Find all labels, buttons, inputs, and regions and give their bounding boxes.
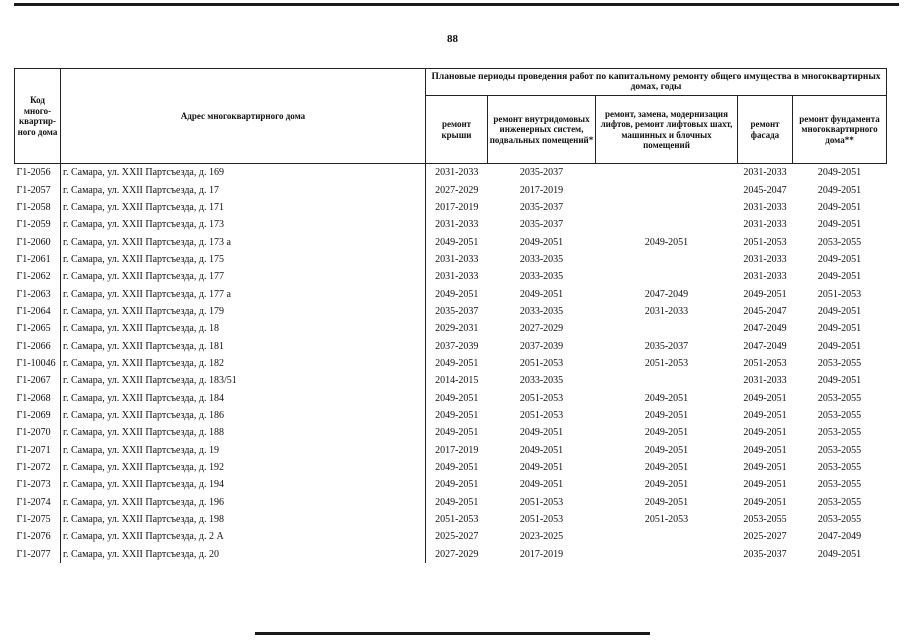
table-row xyxy=(15,268,887,285)
table-row xyxy=(15,355,887,372)
cell-systems: 2049-2051 xyxy=(519,288,564,300)
cell-systems: 2051-2053 xyxy=(519,409,564,421)
cell-elevators: 2031-2033 xyxy=(644,305,689,317)
cell-code: Г1-2076 xyxy=(15,528,61,545)
cell-code: Г1-2069 xyxy=(15,407,61,424)
cell-roof: 2031-2033 xyxy=(426,164,488,182)
table-row xyxy=(15,285,887,302)
cell-roof: 2025-2027 xyxy=(426,528,488,545)
cell-facade: 2049-2051 xyxy=(743,427,787,439)
cell-facade: 2049-2051 xyxy=(743,288,787,300)
cell-elevators xyxy=(596,199,738,216)
table-row xyxy=(15,181,887,198)
cell-facade: 2047-2049 xyxy=(743,323,787,335)
cell-address: г. Самара, ул. XXII Партсъезда, д. 194 xyxy=(63,479,224,491)
cell-roof: 2027-2029 xyxy=(426,546,488,563)
cell-systems: 2035-2037 xyxy=(519,219,564,231)
cell-systems: 2035-2037 xyxy=(519,201,564,213)
table-row xyxy=(15,459,887,476)
cell-foundation: 2053-2055 xyxy=(817,427,862,439)
cell-systems: 2033-2035 xyxy=(519,253,564,265)
cell-foundation: 2049-2051 xyxy=(817,305,862,317)
table-row xyxy=(15,216,887,233)
table-row xyxy=(15,424,887,441)
cell-facade: 2049-2051 xyxy=(743,479,787,491)
cell-elevators: 2047-2049 xyxy=(644,288,689,300)
cell-code: Г1-2071 xyxy=(15,442,61,459)
cell-address: г. Самара, ул. XXII Партсъезда, д. 171 xyxy=(63,201,224,213)
cell-address: г. Самара, ул. XXII Партсъезда, д. 177 xyxy=(63,271,224,283)
cell-roof: 2017-2019 xyxy=(426,199,488,216)
cell-address: г. Самара, ул. XXII Партсъезда, д. 20 xyxy=(63,548,219,560)
cell-code: Г1-2077 xyxy=(15,546,61,563)
cell-roof: 2049-2051 xyxy=(426,476,488,493)
cell-address: г. Самара, ул. XXII Партсъезда, д. 2 А xyxy=(63,531,224,543)
cell-elevators: 2049-2051 xyxy=(644,236,689,248)
cell-facade: 2031-2033 xyxy=(743,201,787,213)
cell-foundation: 2049-2051 xyxy=(817,201,862,213)
cell-roof: 2037-2039 xyxy=(426,337,488,354)
cell-elevators: 2049-2051 xyxy=(644,409,689,421)
page-number: 88 xyxy=(447,33,458,45)
cell-foundation: 2053-2055 xyxy=(817,479,862,491)
cell-elevators xyxy=(596,216,738,233)
cell-foundation: 2053-2055 xyxy=(817,496,862,508)
cell-elevators: 2049-2051 xyxy=(644,462,689,474)
cell-facade: 2035-2037 xyxy=(743,548,787,560)
table-row xyxy=(15,476,887,493)
cell-foundation: 2053-2055 xyxy=(817,444,862,456)
cell-foundation: 2049-2051 xyxy=(817,184,862,196)
cell-facade: 2025-2027 xyxy=(743,531,787,543)
cell-elevators xyxy=(596,320,738,337)
cell-elevators xyxy=(596,546,738,563)
bottom-rule xyxy=(255,632,650,635)
cell-roof: 2027-2029 xyxy=(426,181,488,198)
cell-systems: 2027-2029 xyxy=(519,323,564,335)
cell-foundation: 2049-2051 xyxy=(817,271,862,283)
cell-facade: 2047-2049 xyxy=(743,340,787,352)
cell-address: г. Самара, ул. XXII Партсъезда, д. 17 xyxy=(63,184,219,196)
cell-roof: 2049-2051 xyxy=(426,494,488,511)
cell-roof: 2049-2051 xyxy=(426,459,488,476)
cell-foundation: 2047-2049 xyxy=(817,531,862,543)
cell-foundation: 2053-2055 xyxy=(817,409,862,421)
cell-code: Г1-2058 xyxy=(15,199,61,216)
cell-roof: 2051-2053 xyxy=(426,511,488,528)
header-roof: ремонт крыши xyxy=(426,96,488,164)
cell-roof: 2031-2033 xyxy=(426,251,488,268)
cell-facade: 2049-2051 xyxy=(743,444,787,456)
cell-systems: 2033-2035 xyxy=(519,271,564,283)
cell-systems: 2037-2039 xyxy=(519,340,564,352)
table-row xyxy=(15,407,887,424)
cell-elevators xyxy=(596,268,738,285)
cell-facade: 2049-2051 xyxy=(743,496,787,508)
cell-code: Г1-2056 xyxy=(15,164,61,182)
table-row xyxy=(15,337,887,354)
cell-elevators xyxy=(596,181,738,198)
cell-address: г. Самара, ул. XXII Партсъезда, д. 183/51 xyxy=(63,375,237,387)
cell-code: Г1-10046 xyxy=(15,355,61,372)
cell-systems: 2017-2019 xyxy=(519,548,564,560)
cell-systems: 2049-2051 xyxy=(519,236,564,248)
cell-address: г. Самара, ул. XXII Партсъезда, д. 177 а xyxy=(63,288,231,300)
cell-address: г. Самара, ул. XXII Партсъезда, д. 186 xyxy=(63,409,224,421)
cell-facade: 2031-2033 xyxy=(738,164,793,182)
cell-systems: 2033-2035 xyxy=(519,375,564,387)
cell-address: г. Самара, ул. XXII Партсъезда, д. 175 xyxy=(63,253,224,265)
cell-roof: 2029-2031 xyxy=(426,320,488,337)
table-row xyxy=(15,546,887,563)
cell-foundation: 2053-2055 xyxy=(817,357,862,369)
cell-elevators: 2051-2053 xyxy=(644,357,689,369)
header-foundation: ремонт фундамента многоквартирного дома** xyxy=(793,96,887,164)
cell-elevators: 2049-2051 xyxy=(644,427,689,439)
table-row xyxy=(15,303,887,320)
cell-roof: 2049-2051 xyxy=(426,355,488,372)
cell-roof: 2035-2037 xyxy=(426,303,488,320)
cell-foundation: 2049-2051 xyxy=(817,253,862,265)
cell-facade: 2053-2055 xyxy=(743,514,787,526)
cell-code: Г1-2057 xyxy=(15,181,61,198)
cell-systems: 2051-2053 xyxy=(519,392,564,404)
cell-elevators: 2049-2051 xyxy=(644,392,689,404)
capital-repair-table xyxy=(14,68,887,563)
cell-code: Г1-2067 xyxy=(15,372,61,389)
cell-systems: 2049-2051 xyxy=(519,462,564,474)
table-row xyxy=(15,528,887,545)
table-row xyxy=(15,389,887,406)
cell-code: Г1-2062 xyxy=(15,268,61,285)
cell-elevators xyxy=(596,251,738,268)
cell-systems: 2051-2053 xyxy=(519,514,564,526)
cell-roof: 2049-2051 xyxy=(426,407,488,424)
cell-foundation: 2049-2051 xyxy=(817,219,862,231)
top-rule xyxy=(14,3,899,6)
cell-foundation: 2053-2055 xyxy=(817,392,862,404)
cell-elevators xyxy=(596,372,738,389)
cell-systems: 2033-2035 xyxy=(519,305,564,317)
cell-address: г. Самара, ул. XXII Партсъезда, д. 196 xyxy=(63,496,224,508)
header-elevators: ремонт, замена, модернизация лифтов, ремонт лифтовых шахт, машинных и блочных помещений xyxy=(596,96,738,164)
cell-roof: 2031-2033 xyxy=(426,216,488,233)
header-systems: ремонт внутридомовых инженерных систем, подвальных помещений* xyxy=(488,96,596,164)
header-code: Код много-квартир-ного дома xyxy=(15,69,61,164)
header-facade: ремонт фасада xyxy=(738,96,793,164)
cell-foundation: 2051-2053 xyxy=(817,288,862,300)
cell-address: г. Самара, ул. XXII Партсъезда, д. 18 xyxy=(63,323,219,335)
cell-elevators: 2049-2051 xyxy=(644,479,689,491)
cell-systems: 2035-2037 xyxy=(488,164,596,182)
cell-systems: 2017-2019 xyxy=(519,184,564,196)
cell-facade: 2031-2033 xyxy=(743,375,787,387)
cell-code: Г1-2063 xyxy=(15,285,61,302)
table-body xyxy=(15,164,887,563)
cell-elevators: 2049-2051 xyxy=(644,444,689,456)
cell-systems: 2049-2051 xyxy=(519,427,564,439)
header-periods: Плановые периоды проведения работ по капитальному ремонту общего имущества в многоквартирных домах, годы xyxy=(426,69,887,96)
cell-code: Г1-2068 xyxy=(15,389,61,406)
table-row xyxy=(15,494,887,511)
table-row xyxy=(15,511,887,528)
cell-code: Г1-2072 xyxy=(15,459,61,476)
cell-systems: 2051-2053 xyxy=(519,357,564,369)
cell-foundation: 2053-2055 xyxy=(817,236,862,248)
cell-roof: 2049-2051 xyxy=(426,424,488,441)
cell-roof: 2031-2033 xyxy=(426,268,488,285)
cell-systems: 2049-2051 xyxy=(519,479,564,491)
table-row xyxy=(15,251,887,268)
table-row xyxy=(15,442,887,459)
cell-address: г. Самара, ул. XXII Партсъезда, д. 182 xyxy=(63,357,224,369)
cell-facade: 2049-2051 xyxy=(743,409,787,421)
cell-code: Г1-2060 xyxy=(15,233,61,250)
cell-address: г. Самара, ул. XXII Партсъезда, д. 169 xyxy=(61,164,426,182)
cell-facade: 2051-2053 xyxy=(743,236,787,248)
cell-foundation: 2049-2051 xyxy=(817,340,862,352)
cell-foundation: 2053-2055 xyxy=(817,462,862,474)
cell-roof: 2014-2015 xyxy=(426,372,488,389)
cell-address: г. Самара, ул. XXII Партсъезда, д. 192 xyxy=(63,462,224,474)
cell-elevators: 2051-2053 xyxy=(644,514,689,526)
cell-address: г. Самара, ул. XXII Партсъезда, д. 184 xyxy=(63,392,224,404)
cell-facade: 2031-2033 xyxy=(743,253,787,265)
cell-facade: 2031-2033 xyxy=(743,271,787,283)
cell-facade: 2049-2051 xyxy=(743,392,787,404)
cell-address: г. Самара, ул. XXII Партсъезда, д. 19 xyxy=(63,444,219,456)
cell-address: г. Самара, ул. XXII Партсъезда, д. 173 xyxy=(63,219,224,231)
cell-address: г. Самара, ул. XXII Партсъезда, д. 179 xyxy=(63,305,224,317)
table-row xyxy=(15,372,887,389)
table-row xyxy=(15,320,887,337)
cell-foundation: 2049-2051 xyxy=(817,375,862,387)
cell-code: Г1-2066 xyxy=(15,337,61,354)
cell-foundation: 2053-2055 xyxy=(817,514,862,526)
header-address: Адрес многоквартирного дома xyxy=(61,69,426,164)
cell-code: Г1-2065 xyxy=(15,320,61,337)
cell-code: Г1-2070 xyxy=(15,424,61,441)
table-row xyxy=(15,164,887,182)
cell-roof: 2049-2051 xyxy=(426,233,488,250)
cell-facade: 2045-2047 xyxy=(743,305,787,317)
table-row xyxy=(15,233,887,250)
cell-systems: 2051-2053 xyxy=(519,496,564,508)
cell-code: Г1-2061 xyxy=(15,251,61,268)
table-row xyxy=(15,199,887,216)
cell-facade: 2031-2033 xyxy=(743,219,787,231)
cell-address: г. Самара, ул. XXII Партсъезда, д. 181 xyxy=(63,340,224,352)
cell-elevators xyxy=(596,528,738,545)
cell-facade: 2049-2051 xyxy=(743,462,787,474)
cell-roof: 2017-2019 xyxy=(426,442,488,459)
cell-roof: 2049-2051 xyxy=(426,389,488,406)
cell-address: г. Самара, ул. XXII Партсъезда, д. 188 xyxy=(63,427,224,439)
cell-elevators: 2049-2051 xyxy=(644,496,689,508)
cell-systems: 2023-2025 xyxy=(519,531,564,543)
cell-address: г. Самара, ул. XXII Партсъезда, д. 198 xyxy=(63,514,224,526)
cell-code: Г1-2075 xyxy=(15,511,61,528)
cell-foundation: 2049-2051 xyxy=(793,164,887,182)
cell-facade: 2051-2053 xyxy=(743,357,787,369)
cell-code: Г1-2073 xyxy=(15,476,61,493)
cell-code: Г1-2059 xyxy=(15,216,61,233)
cell-elevators xyxy=(596,164,738,182)
cell-facade: 2045-2047 xyxy=(743,184,787,196)
cell-roof: 2049-2051 xyxy=(426,285,488,302)
cell-address: г. Самара, ул. XXII Партсъезда, д. 173 а xyxy=(63,236,231,248)
cell-code: Г1-2064 xyxy=(15,303,61,320)
cell-foundation: 2049-2051 xyxy=(817,548,862,560)
cell-systems: 2049-2051 xyxy=(519,444,564,456)
cell-foundation: 2049-2051 xyxy=(817,323,862,335)
cell-elevators: 2035-2037 xyxy=(644,340,689,352)
cell-code: Г1-2074 xyxy=(15,494,61,511)
